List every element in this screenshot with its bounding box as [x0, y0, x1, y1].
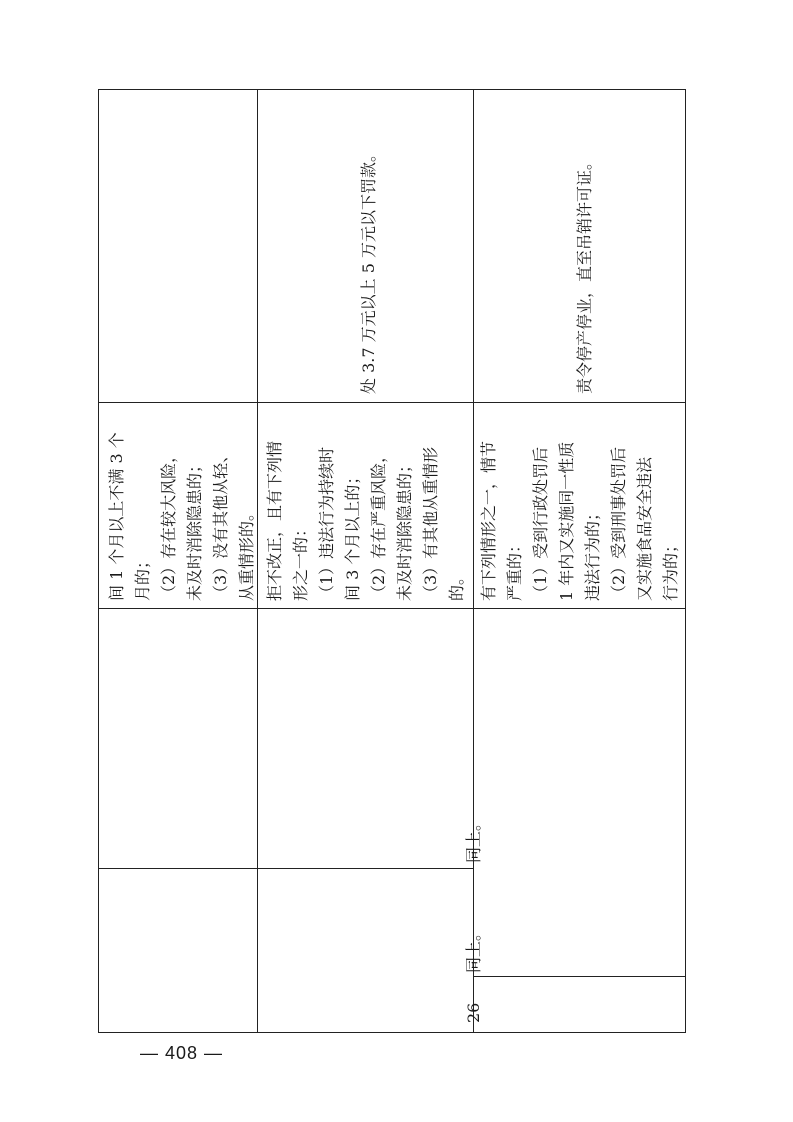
text-line: （2）存在严重风险，: [369, 446, 388, 601]
column-divider: [473, 90, 474, 1032]
text-line: 未及时消除隐患的；: [185, 456, 204, 601]
row-divider: [99, 402, 685, 403]
text-line: （2）存在较大风险，: [159, 446, 178, 601]
text-line: 的。: [447, 568, 466, 601]
row-divider: [99, 868, 257, 869]
text-line: 未及时消除隐患的；: [395, 456, 414, 601]
regulation-table: [98, 89, 686, 1033]
col3-criteria: [476, 421, 684, 601]
text-line: 形之一的：: [291, 520, 310, 601]
text-line: 间 3 个月以上的；: [343, 468, 362, 601]
text-line: （3）没有其他从轻、: [211, 446, 230, 601]
text-line: 违法行为的；: [583, 504, 602, 601]
col3-same-as-above: 同上。: [464, 924, 483, 973]
text-line: （1）违法行为持续时: [317, 446, 336, 601]
col1-criteria: [104, 421, 260, 601]
text-line: 严重的：: [505, 536, 524, 601]
text-line: 拒不改正，且有下列情: [265, 440, 284, 601]
col2-criteria: [262, 421, 470, 601]
text-line: 又实施食品安全违法: [635, 456, 654, 601]
text-line: （1）受到行政处罚后: [531, 446, 550, 601]
row-divider: [99, 608, 685, 609]
text-line: 有下列情形之一，情节: [479, 440, 498, 601]
col3-penalty: 责令停产停业，直至吊销许可证。: [575, 153, 594, 394]
text-line: 行为的；: [661, 536, 680, 601]
text-line: （3）有其他从重情形: [421, 446, 440, 601]
row-divider: [257, 868, 473, 869]
text-line: 1 年内又实施同一性质: [557, 441, 576, 601]
page-number: — 408 —: [140, 1043, 224, 1063]
text-line: 间 1 个月以上不满 3 个: [107, 432, 126, 601]
row-divider: [473, 976, 685, 977]
col2-same-as-above: 同上。: [464, 814, 483, 863]
text-line: 从重情形的。: [237, 504, 256, 601]
text-line: （2）受到刑事处罚后: [609, 446, 628, 601]
item-number: 26: [464, 1002, 483, 1023]
text-line: 月的；: [133, 552, 152, 601]
col2-penalty: 处 3.7 万元以上 5 万元以下罚款。: [359, 146, 378, 394]
